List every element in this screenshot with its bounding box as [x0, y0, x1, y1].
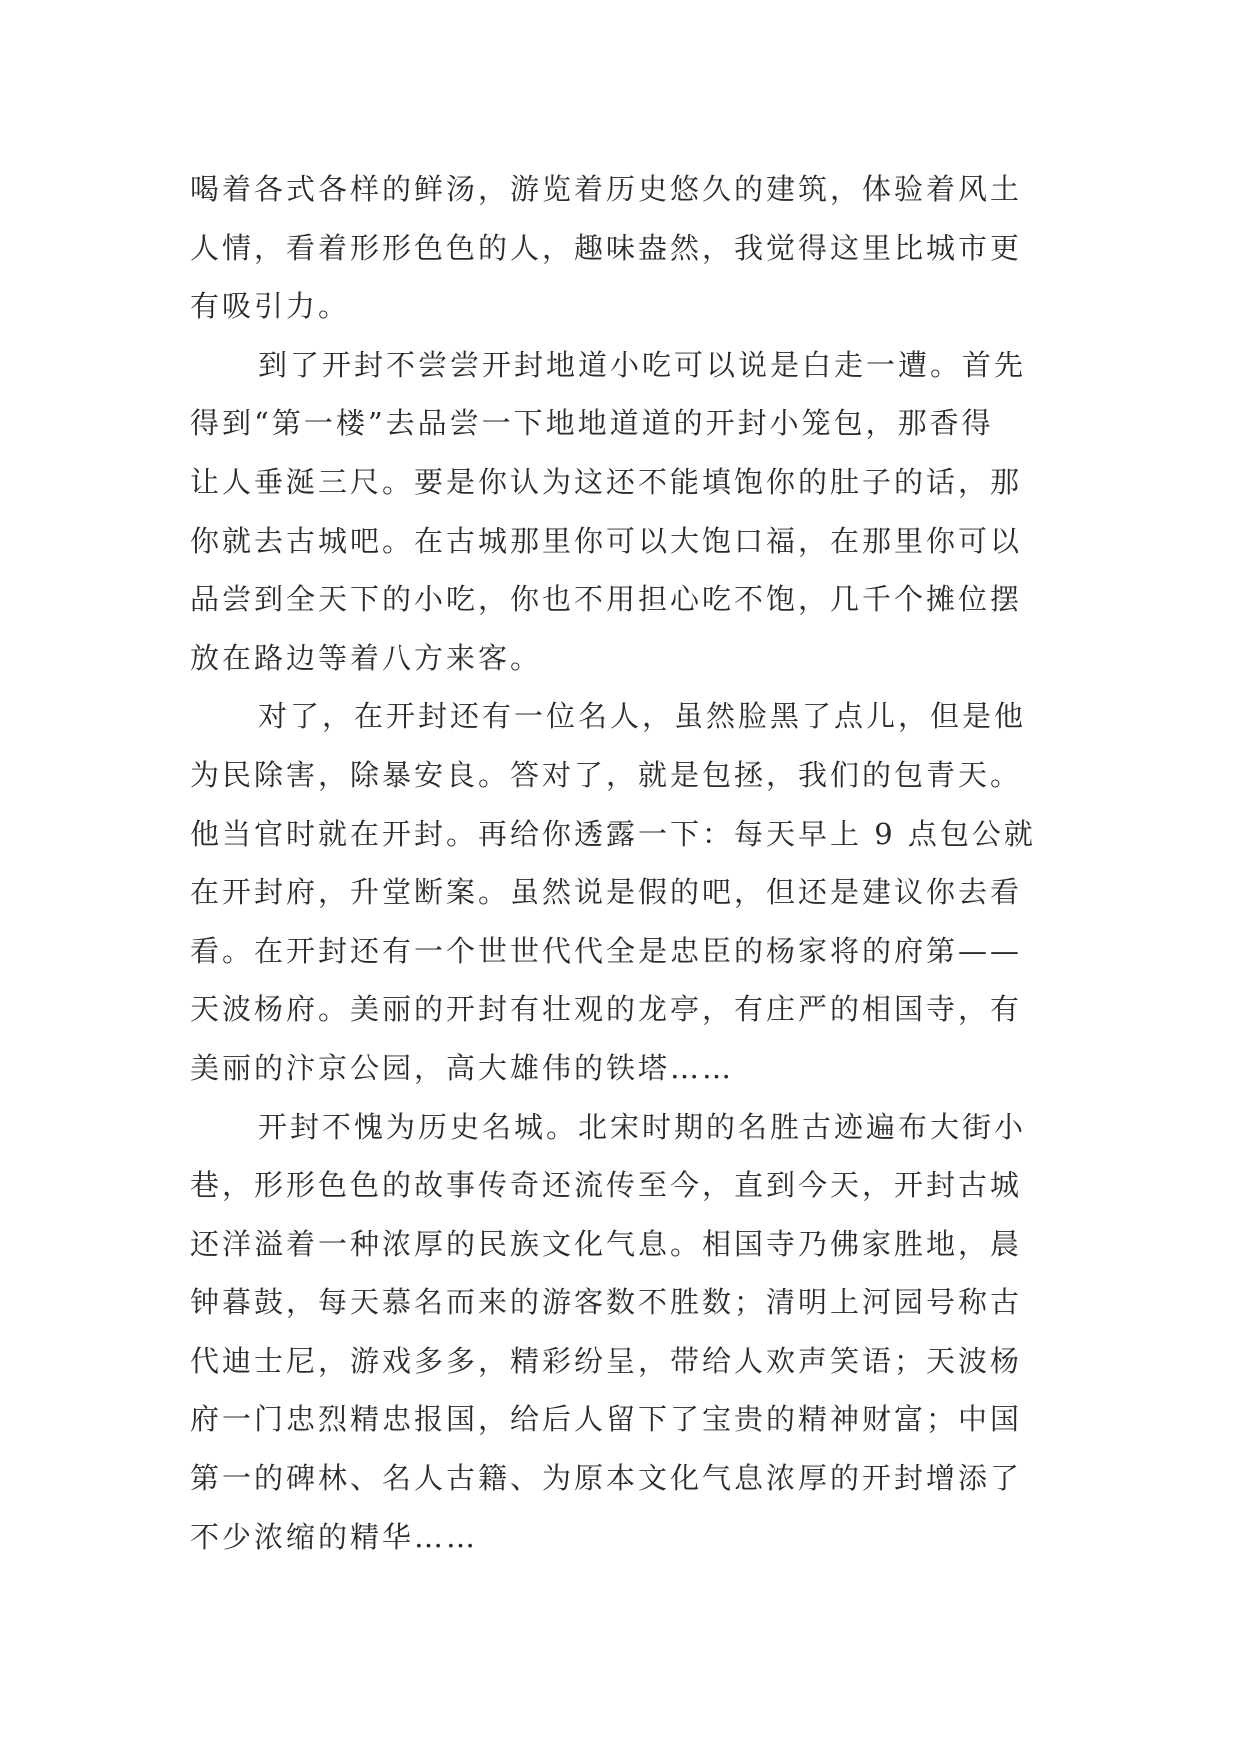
paragraph-1 [190, 160, 1070, 336]
text-line: 对了，在开封还有一位名人，虽然脸黑了点儿，但是他 [258, 699, 1027, 734]
text-line: 喝着各式各样的鲜汤，游览着历史悠久的建筑，体验着风土 [190, 172, 1023, 206]
text-line: 美丽的汴京公园，高大雄伟的铁塔…… [190, 1050, 735, 1085]
text-line: 府一门忠烈精忠报国，给后人留下了宝贵的精神财富；中国 [190, 1402, 1023, 1437]
text-line: 在开封府，升堂断案。虽然说是假的吧，但还是建议你去看 [190, 875, 1023, 910]
text-line: 不少浓缩的精华…… [190, 1519, 479, 1554]
article-body [190, 160, 1070, 1566]
text-line: 天波杨府。美丽的开封有壮观的龙亭，有庄严的相国寺，有 [190, 992, 1023, 1027]
text-line: 钟暮鼓，每天慕名而来的游客数不胜数；清明上河园号称古 [190, 1285, 1023, 1320]
paragraph-4 [190, 1098, 1070, 1567]
text-line: 为民除害，除暴安良。答对了，就是包拯，我们的包青天。 [190, 757, 1023, 792]
text-line: 有吸引力。 [190, 289, 351, 324]
text-line: 第一的碑林、名人古籍、为原本文化气息浓厚的开封增添了 [190, 1461, 1023, 1496]
paragraph-2 [190, 336, 1070, 688]
text-line: 到了开封不尝尝开封地道小吃可以说是白走一遭。首先 [258, 347, 1027, 382]
text-line: 开封不愧为历史名城。北宋时期的名胜古迹遍布大街小 [258, 1109, 1027, 1144]
text-line: 巷，形形色色的故事传奇还流传至今，直到今天，开封古城 [190, 1168, 1023, 1203]
text-line: 你就去古城吧。在古城那里你可以大饱口福，在那里你可以 [190, 523, 1023, 558]
text-line: 看。在开封还有一个世世代代全是忠臣的杨家将的府第—— [190, 933, 1023, 968]
text-line: 人情，看着形形色色的人，趣味盎然，我觉得这里比城市更 [190, 230, 1023, 265]
text-line: 还洋溢着一种浓厚的民族文化气息。相国寺乃佛家胜地，晨 [190, 1226, 1023, 1261]
text-line: 让人垂涎三尺。要是你认为这还不能填饱你的肚子的话，那 [190, 464, 1023, 499]
paragraph-3 [190, 687, 1070, 1097]
text-line: 品尝到全天下的小吃，你也不用担心吃不饱，几千个摊位摆 [190, 582, 1023, 617]
text-line: 代迪士尼，游戏多多，精彩纷呈，带给人欢声笑语；天波杨 [190, 1343, 1023, 1378]
text-line: 得到“第一楼”去品尝一下地地道道的开封小笼包，那香得 [190, 406, 994, 441]
text-line: 他当官时就在开封。再给你透露一下：每天早上 9 点包公就 [190, 816, 1036, 851]
text-line: 放在路边等着八方来客。 [190, 640, 543, 675]
